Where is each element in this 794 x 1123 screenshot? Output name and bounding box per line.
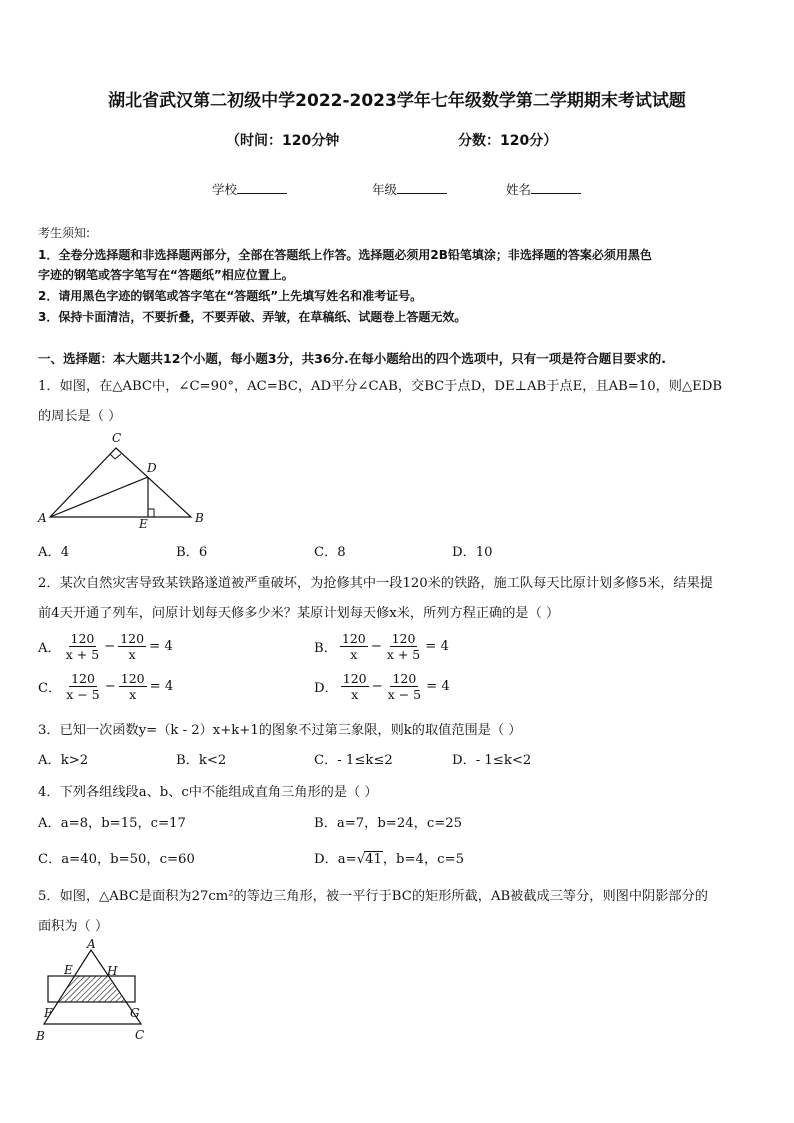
q4-text: 4．下列各组线段a、b、c中不能组成直角三角形的是（ ） <box>38 785 378 800</box>
q3-option-c[interactable]: C．- 1≤k≤2 <box>314 753 393 768</box>
label-c: C <box>112 431 122 445</box>
notice-item-3: 3．保持卡面清洁，不要折叠，不要弄破、弄皱，在草稿纸、试题卷上答题无效。 <box>38 310 467 324</box>
name-label: 姓名 <box>506 182 532 197</box>
notice-item-2: 2．请用黑色字迹的钢笔或答字笔在“答题纸”上先填写姓名和准考证号。 <box>38 289 423 303</box>
q3-text: 3．已知一次函数y=（k - 2）x+k+1的图象不过第三象限，则k的取值范围是（ ） <box>38 723 522 738</box>
q2-text-line2: 前4天开通了列车，问原计划每天修多少米？某原计划每天修x米，所列方程正确的是（ ） <box>38 606 560 621</box>
q3-option-b[interactable]: B．k<2 <box>176 753 227 768</box>
q3-option-d[interactable]: D．- 1≤k<2 <box>452 753 532 768</box>
q5-label-e: E <box>64 963 73 977</box>
school-label: 学校 <box>212 182 238 197</box>
q5-text-line2: 面积为（ ） <box>38 919 109 934</box>
triangle-abc <box>50 448 191 517</box>
q5-label-c: C <box>135 1028 145 1042</box>
label-a: A <box>38 511 47 525</box>
q1-option-b[interactable]: B．6 <box>176 545 208 560</box>
label-e: E <box>139 517 148 530</box>
q4-option-d[interactable]: D．a=√41，b=4，c=5 <box>314 852 464 867</box>
right-angle-mark-e <box>148 509 154 517</box>
q5-triangle-figure <box>34 936 164 1044</box>
q4-option-b[interactable]: B．a=7，b=24，c=25 <box>314 816 463 831</box>
label-d: D <box>147 461 157 475</box>
segment-ad <box>50 477 148 517</box>
exam-time: （时间：120分钟 <box>226 133 340 149</box>
label-b: B <box>195 511 204 525</box>
sqrt-41: 41 <box>365 852 382 867</box>
grade-label: 年级 <box>372 182 398 197</box>
q5-label-b: B <box>36 1029 45 1043</box>
q5-label-a: A <box>87 937 96 951</box>
page-title: 湖北省武汉第二初级中学2022-2023学年七年级数学第二学期期末考试试题 <box>108 91 686 111</box>
q1-option-d[interactable]: D．10 <box>452 545 493 560</box>
q5-label-h: H <box>107 964 118 978</box>
q2-text-line1: 2．某次自然灾害导致某铁路遂道被严重破坏，为抢修其中一段120米的铁路，施工队每天比原计划多修5米，结果提 <box>38 576 713 591</box>
exam-score: 分数：120分） <box>458 133 558 149</box>
q5-label-f: F <box>44 1006 53 1020</box>
q1-option-a[interactable]: A．4 <box>38 545 70 560</box>
q1-triangle-figure <box>34 430 214 530</box>
section-heading: 一、选择题：本大题共12个小题，每小题3分，共36分.在每小题给出的四个选项中，只有一项是符合题目要求的. <box>38 351 666 366</box>
notice-item-1-cont: 字迹的钢笔或答字笔写在“答题纸”相应位置上。 <box>38 268 294 282</box>
school-field[interactable] <box>212 180 287 198</box>
q4-option-c[interactable]: C．a=40，b=50，c=60 <box>38 852 195 867</box>
notice-heading: 考生须知: <box>38 226 91 240</box>
notice-item-1: 1．全卷分选择题和非选择题两部分，全部在答题纸上作答。选择题必须用2B铅笔填涂；非选择题的答案必须用黑色 <box>38 248 652 262</box>
shaded-region <box>59 976 125 1002</box>
q2-option-b[interactable]: B． $\frac{120}{x}$ − $\frac{120}{x + 5}$ = 4 <box>314 631 449 662</box>
q2-option-c[interactable]: C． $\frac{120}{x - 5}$ − $\frac{120}{x}$ = 4 <box>38 671 174 702</box>
q4-option-a[interactable]: A．a=8，b=15，c=17 <box>38 816 186 831</box>
q2-option-d[interactable]: D． $\frac{120}{x}$ − $\frac{120}{x - 5}$ = 4 <box>314 671 450 702</box>
grade-field[interactable] <box>372 180 447 198</box>
q3-option-a[interactable]: A．k>2 <box>38 753 89 768</box>
q1-option-c[interactable]: C．8 <box>314 545 346 560</box>
name-field[interactable] <box>506 180 581 198</box>
q1-text-line2: 的周长是（ ） <box>38 409 122 424</box>
q1-text-line1: 1．如图，在△ABC中，∠C=90°，AC=BC，AD平分∠CAB，交BC于点D，DE⊥AB于点E，且AB=10，则△EDB <box>38 379 723 394</box>
q5-label-g: G <box>130 1006 140 1020</box>
right-angle-mark-c <box>110 454 121 459</box>
q5-text-line1: 5．如图，△ABC是面积为27cm²的等边三角形，被一平行于BC的矩形所截，AB被截成三等分，则图中阴影部分的 <box>38 889 708 904</box>
q2-option-a[interactable]: A． $\frac{120}{x + 5}$ − $\frac{120}{x}$ = 4 <box>38 631 173 662</box>
